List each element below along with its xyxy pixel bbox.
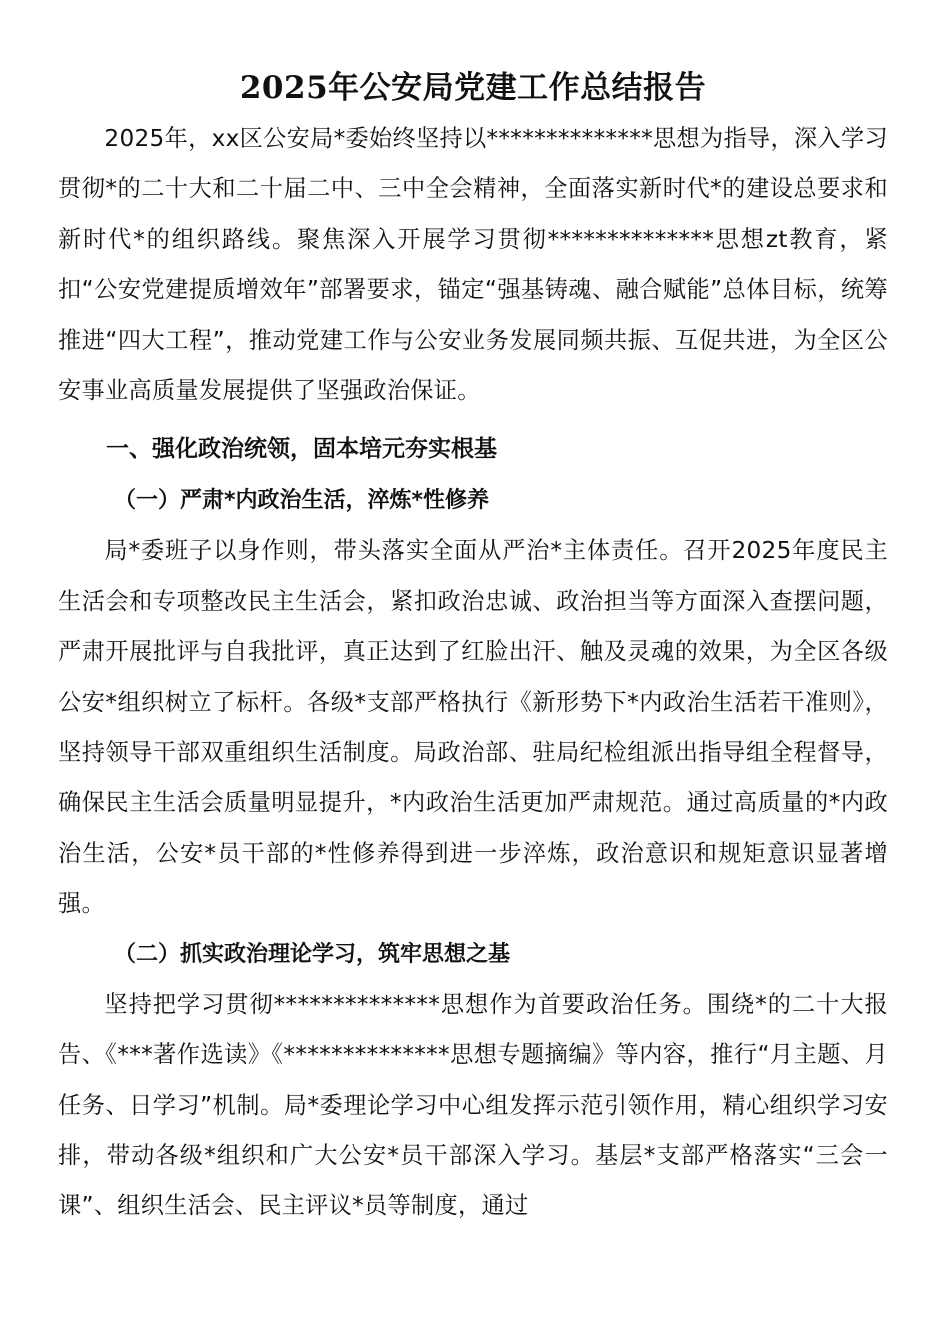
subsection-heading-1: （一）严肃*内政治生活，淬炼*性修养 [114, 488, 490, 514]
intro-paragraph: 2025年，xx区公安局*委始终坚持以**************思想为指导，深入学习贯彻*的二十大和二十届二中、三中全会精神，全面落实新时代*的建设总要求和新时代*的组织路线。聚焦深入开展学习贯彻**************思想zt教育，紧扣“公安党建提质增效年”部署要求，锚定“强基铸魂、融合赋能”总体目标，统筹推进“四大工程”，推动党建工作与公安业务发展同频共振、互促共进，为全区公安事业高质量发展提供了坚强政治保证。 [58, 125, 888, 405]
subsection-heading-2: （二）抓实政治理论学习，筑牢思想之基 [114, 941, 511, 967]
document-page [58, 62, 888, 1232]
section-heading: 一、强化政治统领，固本培元夯实根基 [106, 436, 497, 463]
subsection-body-2: 坚持把学习贯彻**************思想作为首要政治任务。围绕*的二十大报告、《***著作选读》《**************思想专题摘编》等内容，推行“月主题、月任务、日学习”机制。局*委理论学习中心组发挥示范引领作用，精心组织学习安排，带动各级*组织和广大公安*员干部深入学习。基层*支部严格落实“三会一课”、组织生活会、民主评议*员等制度，通过 [58, 990, 888, 1220]
subsection-body-1: 局*委班子以身作则，带头落实全面从严治*主体责任。召开2025年度民主生活会和专项整改民主生活会，紧扣政治忠诚、政治担当等方面深入查摆问题，严肃开展批评与自我批评，真正达到了红脸出汗、触及灵魂的效果，为全区各级公安*组织树立了标杆。各级*支部严格执行《新形势下*内政治生活若干准则》，坚持领导干部双重组织生活制度。局政治部、驻局纪检组派出指导组全程督导，确保民主生活会质量明显提升，*内政治生活更加严肃规范。通过高质量的*内政治生活，公安*员干部的*性修养得到进一步淬炼，政治意识和规矩意识显著增强。 [58, 537, 888, 918]
document-title: 2025年公安局党建工作总结报告 [239, 70, 707, 106]
